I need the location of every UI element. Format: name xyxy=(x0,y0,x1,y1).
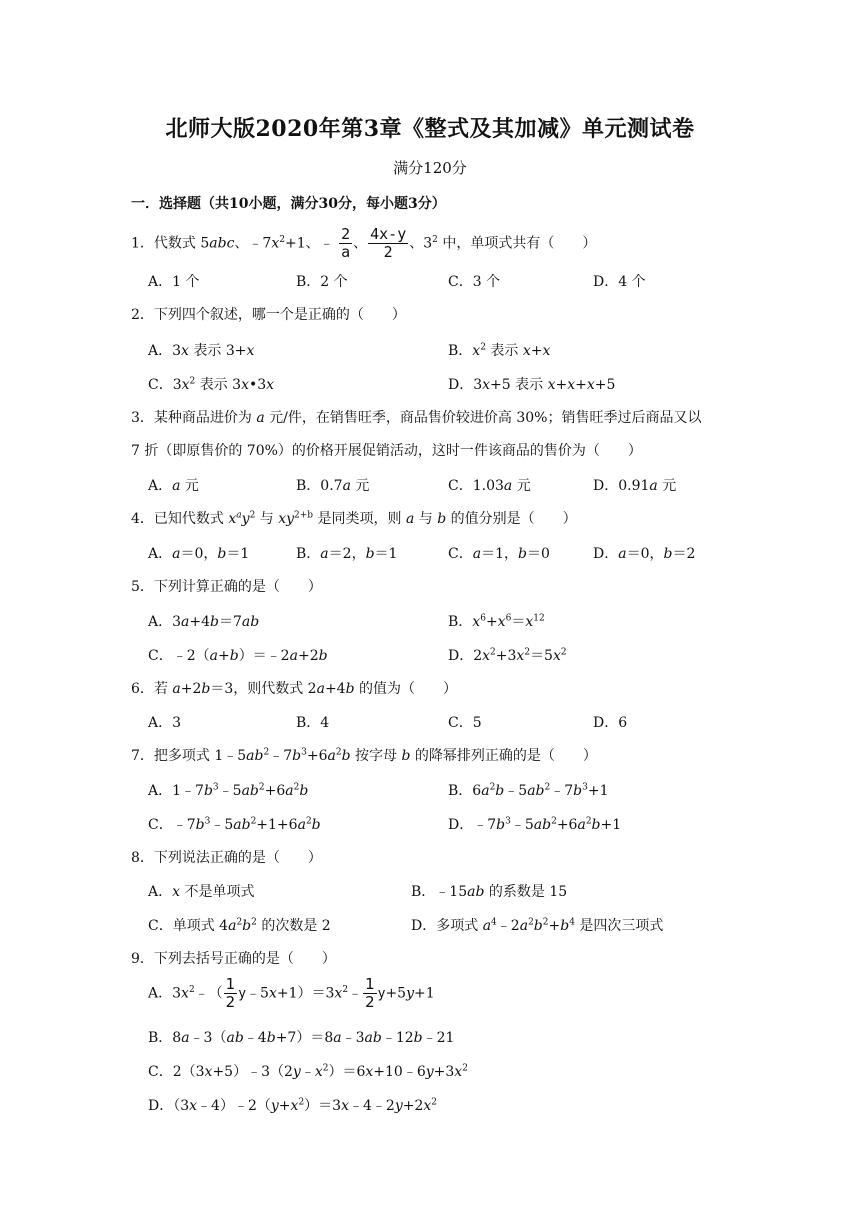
question-7-option-c: C．$﹣7b^3﹣5ab^2+1+6a^2b$ xyxy=(148,816,321,833)
question-5-option-b: B．$x^6+x^6=x^{12}$ xyxy=(448,613,545,630)
question-6-stem: 6．若 a+2b＝3，则代数式 2a+4b 的值为（ ） xyxy=(131,681,458,697)
fraction-one-half: $\frac{1}{2}$ xyxy=(225,975,236,1011)
question-4-option-c: C．a＝1，b＝0 xyxy=(448,546,550,562)
question-3-stem-line-2: 7 折（即原售价的 70%）的价格开展促销活动，这时一件该商品的售价为（ ） xyxy=(131,443,642,459)
question-9-option-a: A．$3x^2﹣$（ $\frac{1}{2}$ $y﹣5x+1)=3x^2﹣$ $\frac{1}{2}$ y+5y+1 xyxy=(148,975,435,1011)
question-6-option-a: A．3 xyxy=(148,715,182,731)
question-2-option-b: B．$x^2$ 表示 x+x xyxy=(448,342,551,359)
question-2-option-d: D．3x+5 表示 x+x+x+5 xyxy=(448,377,616,393)
question-4-stem: 4．已知代数式 $x^ay^2$ 与 $xy^{2+b}$ 是同类项，则 a 与 b 的值分别是（ ） xyxy=(131,510,577,527)
fraction-4x-y-over-2: $\frac{4x-y}{2}$ xyxy=(370,225,407,261)
question-4-option-d: D．a＝0，b＝2 xyxy=(593,546,696,562)
fraction-one-half: $\frac{1}{2}$ xyxy=(365,975,375,1011)
question-8-option-a: A．x 不是单项式 xyxy=(148,884,255,900)
question-6-option-c: C．5 xyxy=(448,715,482,731)
question-8-option-c: C．单项式 $4a^2b^2$ 的次数是 2 xyxy=(148,917,331,934)
question-3-stem-line-1: 3．某种商品进价为 a 元/件，在销售旺季，商品售价较进价高 30%；销售旺季过后商品又以 xyxy=(131,410,702,426)
question-1-stem: 1．代数式 5abc、$﹣7x^2+1$、﹣ $\frac{2}{a}$ 、 $\frac{4x-y}{2}$ 、$3^2$ 中，单项式共有（ ） xyxy=(131,225,597,261)
question-1-option-d: D．4 个 xyxy=(593,274,646,290)
question-9-option-d: D．$(3x﹣4)﹣2(y+x^2)=3x﹣4﹣2y+2x^2$ xyxy=(148,1097,438,1114)
question-7-option-a: A．$1﹣7b^3﹣5ab^2+6a^2b$ xyxy=(148,782,309,799)
question-3-option-d: D．0.91a 元 xyxy=(593,478,677,494)
question-1-option-b: B．2 个 xyxy=(296,274,348,290)
question-7-stem: 7．把多项式 $1﹣5ab^2﹣7b^3+6a^2b$ 按字母 b 的降幂排列正确的是（ ） xyxy=(131,747,597,764)
question-2-stem: 2．下列四个叙述，哪一个是正确的（ ） xyxy=(131,307,406,323)
question-2-option-a: A．3x 表示 3+x xyxy=(148,343,255,359)
question-1-option-c: C．3 个 xyxy=(448,274,501,290)
question-2-option-c: C．$3x^2$ 表示 3x•3x xyxy=(148,376,275,393)
section-heading: 一．选择题（共10小题，满分30分，每小题3分） xyxy=(131,196,446,212)
question-8-stem: 8．下列说法正确的是（ ） xyxy=(131,850,322,866)
question-6-option-d: D．6 xyxy=(593,715,628,731)
question-4-option-b: B．a＝2，b＝1 xyxy=(296,546,398,562)
question-3-option-a: A．a 元 xyxy=(148,478,199,494)
page-subtitle: 满分120分 xyxy=(393,159,467,177)
question-5-option-a: A．3a+4b＝7ab xyxy=(148,614,260,630)
question-5-option-d: D．$2x^2+3x^2=5x^2$ xyxy=(448,647,567,664)
question-7-option-d: D．$﹣7b^3﹣5ab^2+6a^2b+1$ xyxy=(448,816,622,833)
fraction-2-over-a: $\frac{2}{a}$ xyxy=(341,225,351,261)
question-5-stem: 5．下列计算正确的是（ ） xyxy=(131,579,322,595)
question-3-option-c: C．1.03a 元 xyxy=(448,478,531,494)
question-9-option-c: C．$2(3x+5)﹣3(2y﹣x^2)=6x+10﹣6y+3x^2$ xyxy=(148,1063,468,1080)
question-6-option-b: B．4 xyxy=(296,715,330,731)
question-1-option-a: A．1 个 xyxy=(148,274,200,290)
question-7-option-b: B．$6a^2b﹣5ab^2﹣7b^3+1$ xyxy=(448,782,609,799)
question-3-option-b: B．0.7a 元 xyxy=(296,478,370,494)
question-8-option-d: D．多项式 $a^4﹣2a^2b^2+b^4$ 是四次三项式 xyxy=(411,917,664,934)
question-8-option-b: B．﹣15ab 的系数是 15 xyxy=(411,884,568,900)
question-9-option-b: B．8a﹣3（ab﹣4b+7）＝8a﹣3ab﹣12b﹣21 xyxy=(148,1030,455,1046)
question-5-option-c: C．﹣2（a+b）＝﹣2a+2b xyxy=(148,648,328,664)
question-9-stem: 9．下列去括号正确的是（ ） xyxy=(131,951,336,967)
question-4-option-a: A．a＝0，b＝1 xyxy=(148,546,250,562)
page-title: 北师大版2020年第3章《整式及其加减》单元测试卷 xyxy=(165,116,695,142)
